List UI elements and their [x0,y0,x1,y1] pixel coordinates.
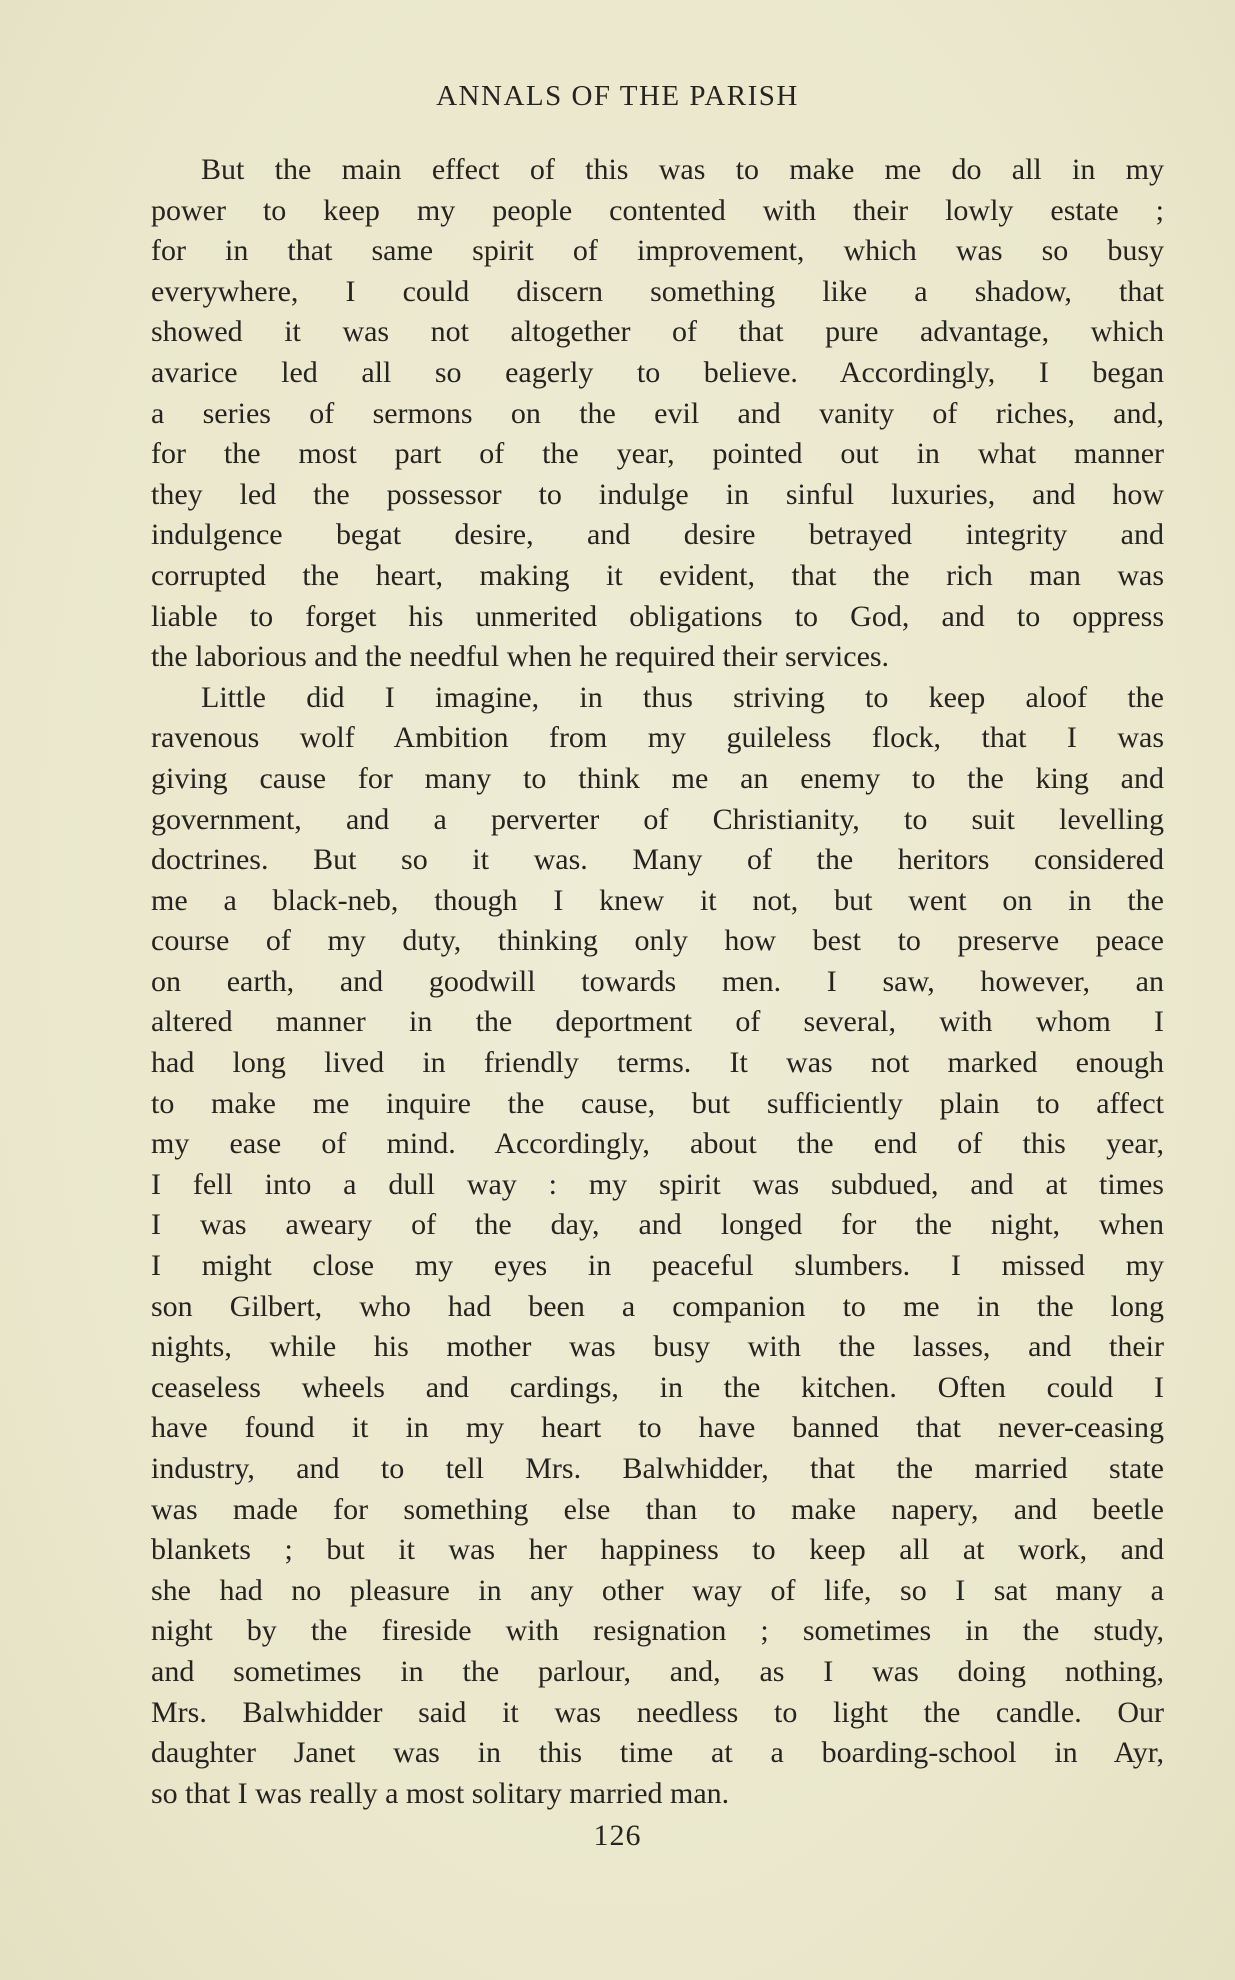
text-line: ravenous wolf Ambition from my guileless flock, that I was [151,721,1164,755]
text-line: on earth, and goodwill towards men. I saw, however, an [151,964,1164,998]
text-line: night by the fireside with resignation ; sometimes in the study, [151,1614,1164,1648]
text-line: I was aweary of the day, and longed for the night, when [151,1208,1164,1242]
page-number: 126 [593,1819,642,1852]
text-line: Little did I imagine, in thus striving to keep aloof the [201,680,1164,714]
text-line: blankets ; but it was her happiness to keep all at work, and [151,1533,1164,1567]
text-line: for in that same spirit of improvement, which was so busy [151,234,1164,268]
text-line: industry, and to tell Mrs. Balwhidder, that the married state [151,1452,1164,1485]
text-line: and sometimes in the parlour, and, as I was doing nothing, [151,1654,1164,1688]
text-line: I fell into a dull way : my spirit was subdued, and at times [151,1167,1164,1201]
text-line: had long lived in friendly terms. It was not marked enough [151,1046,1164,1080]
body-text [151,150,1164,1814]
text-line: daughter Janet was in this time at a boarding-school in Ayr, [151,1736,1164,1770]
text-line: for the most part of the year, pointed out in what manner [151,437,1164,471]
text-line: so that I was really a most solitary married man. [151,1776,730,1810]
text-line: have found it in my heart to have banned that never-ceasing [151,1411,1164,1445]
text-line: nights, while his mother was busy with the lasses, and their [151,1330,1164,1364]
text-line: ceaseless wheels and cardings, in the kitchen. Often could I [151,1370,1164,1404]
text-line: doctrines. But so it was. Many of the heritors considered [151,843,1164,877]
text-line: she had no pleasure in any other way of life, so I sat many a [151,1573,1164,1607]
text-line: to make me inquire the cause, but sufficiently plain to affect [151,1086,1164,1120]
text-line: the laborious and the needful when he required their services. [151,640,890,674]
text-line: I might close my eyes in peaceful slumbers. I missed my [151,1249,1164,1283]
text-line: avarice led all so eagerly to believe. Accordingly, I began [151,355,1164,389]
text-line: showed it was not altogether of that pure advantage, which [151,315,1164,349]
text-line: But the main effect of this was to make me do all in my [201,153,1164,186]
text-line: everywhere, I could discern something like a shadow, that [151,274,1164,308]
text-line: giving cause for many to think me an enemy to the king and [151,761,1164,795]
text-line: altered manner in the deportment of several, with whom I [151,1005,1164,1039]
text-line: liable to forget his unmerited obligations to God, and to oppress [151,599,1164,633]
text-line: me a black-neb, though I knew it not, but went on in the [151,883,1164,917]
text-line: indulgence begat desire, and desire betrayed integrity and [151,518,1164,552]
running-head: ANNALS OF THE PARISH [436,80,799,112]
text-line: government, and a perverter of Christianity, to suit levelling [151,802,1164,836]
text-line: Mrs. Balwhidder said it was needless to light the candle. Our [151,1695,1164,1729]
text-line: was made for something else than to make napery, and beetle [151,1492,1164,1526]
text-line: son Gilbert, who had been a companion to me in the long [151,1289,1164,1323]
text-line: they led the possessor to indulge in sinful luxuries, and how [151,477,1164,511]
text-line: course of my duty, thinking only how best to preserve peace [151,924,1164,958]
text-line: a series of sermons on the evil and vanity of riches, and, [151,396,1164,430]
text-line: corrupted the heart, making it evident, that the rich man was [151,558,1164,592]
text-line: my ease of mind. Accordingly, about the end of this year, [151,1127,1164,1161]
text-line: power to keep my people contented with their lowly estate ; [151,193,1164,227]
